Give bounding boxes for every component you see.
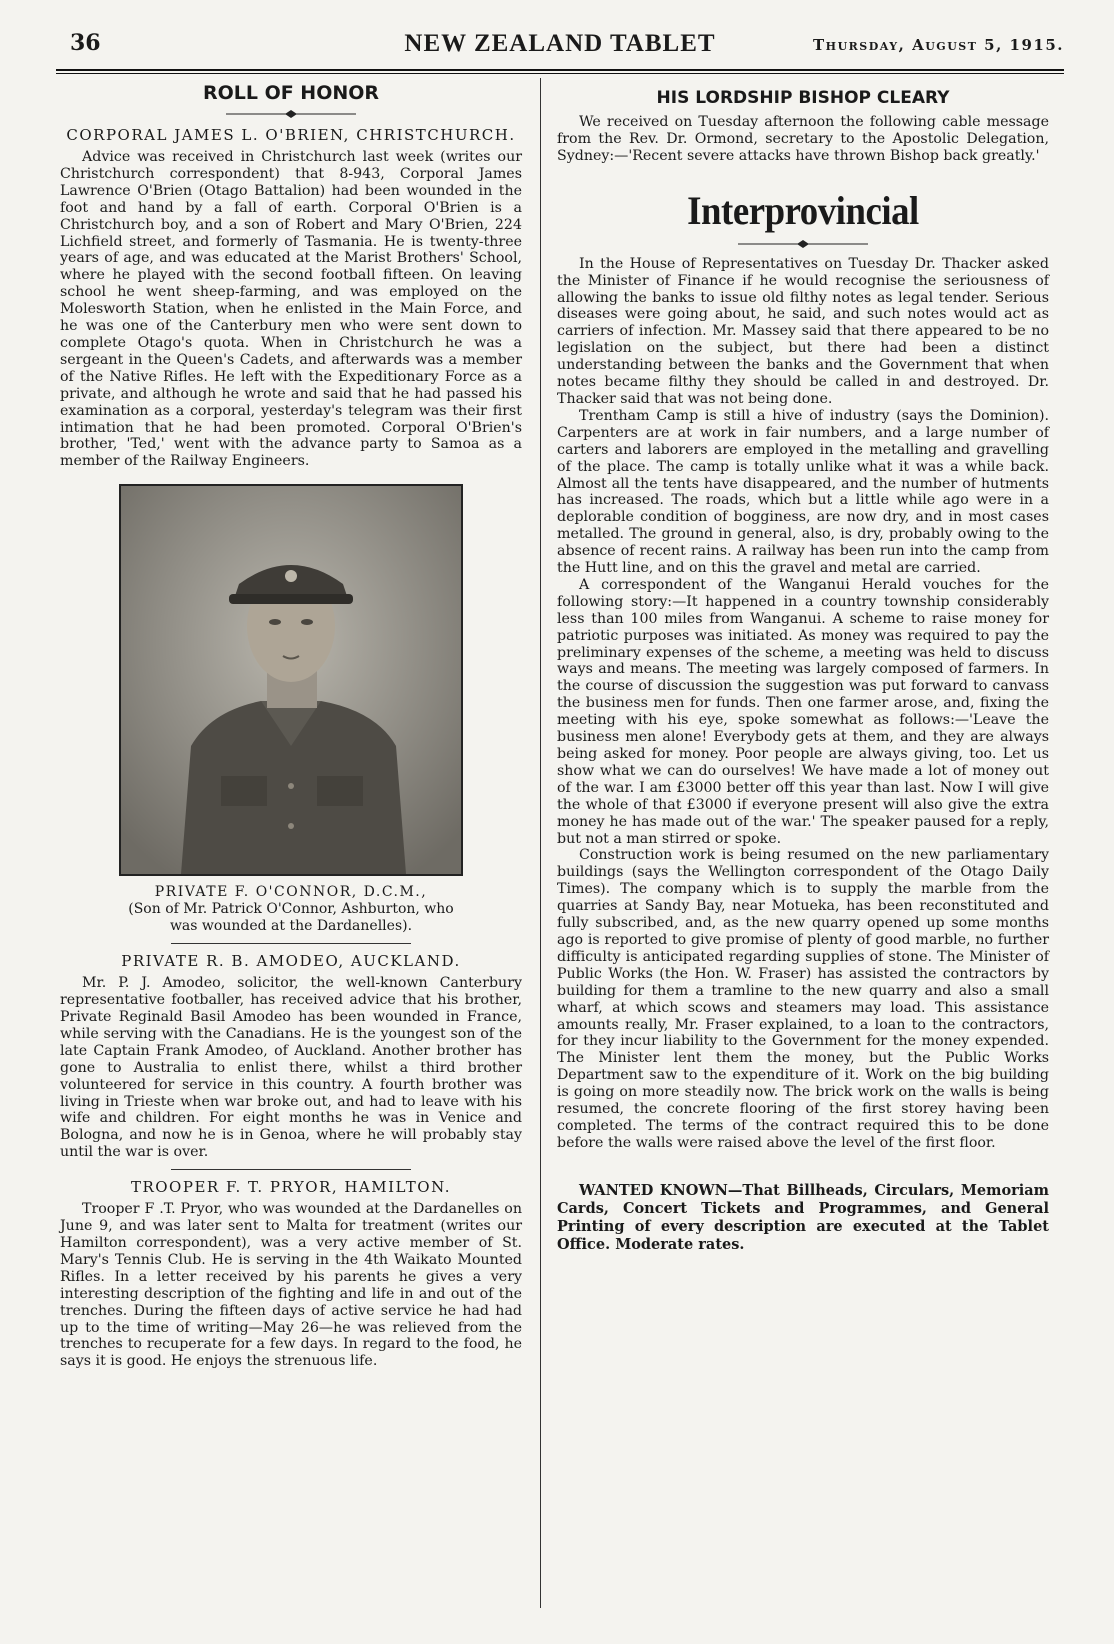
page-number: 36 xyxy=(70,30,101,56)
amodeo-article-body: Mr. P. J. Amodeo, solicitor, the well-known Canterbury representative footballer, has received advice that his brother, Private Reginald Basil Amodeo has been wounded in France, while serving with the Canadians. He is the youngest son of the late Captain Frank Amodeo, of Auckland. Another brother has gone to Australia to enlist there, whilst a third brother volunteered for service in this country. A fourth brother was living in Trieste when war broke out, and had to leave with his wife and children. For eight months he was in Venice and Bologna, and now he is in Genoa, where he will probably stay until the war is over. xyxy=(60,975,522,1161)
bishop-cleary-heading: HIS LORDSHIP BISHOP CLEARY xyxy=(656,88,950,108)
soldier-portrait-image xyxy=(119,484,463,876)
ornament-rule xyxy=(738,240,868,248)
interprovincial-title: Interprovincial xyxy=(687,187,919,233)
caption-detail: (Son of Mr. Patrick O'Connor, Ashburton, who was wounded at the Dardanelles). xyxy=(128,901,454,935)
interprovincial-paragraph: In the House of Representatives on Tuesday Dr. Thacker asked the Minister of Finance if he would recognise the seriousness of allowing the banks to issue old filthy notes as legal tender. Serious diseases were going about, he said, and such notes would act as carriers of infection. Mr. Massey said that there appeared to be no legislation on the subject, but there had been a distinct understanding between the banks and the Government that when notes became filthy they should be called in and destroyed. Dr. Thacker said that was not being done. xyxy=(557,255,1049,407)
page-header xyxy=(56,28,1064,72)
photo-caption xyxy=(119,884,463,935)
ornament-rule xyxy=(226,110,356,118)
issue-date: Thursday, August 5, 1915. xyxy=(813,36,1064,54)
amodeo-article-title: PRIVATE R. B. AMODEO, AUCKLAND. xyxy=(121,952,461,971)
section-separator xyxy=(171,1169,411,1170)
interprovincial-paragraph: A correspondent of the Wanganui Herald vouches for the following story:—It happened in a country township considerably less than 100 miles from Wanganui. A scheme to raise money for patriotic purposes was initiated. As money was required to pay the preliminary expenses of the scheme, a meeting was held to discuss ways and means. The meeting was largely composed of farmers. In the course of discussion the suggestion was put forward to canvass the business men for funds. Then one farmer arose, and, fixing the meeting with his eye, spoke somewhat as follows:—'Leave the business men alone! Everybody gets at them, and they are always being asked for money. Poor people are always giving, too. Let us show what we can do ourselves! We have made a lot of money out of the war. I am £3000 better off this year than last. Now I will give the whole of that £3000 if everyone present will also give the extra money he has made out of the war.' The speaker paused for a reply, but not a man stirred or spoke. xyxy=(557,576,1049,847)
portrait-photo xyxy=(119,484,463,935)
obrien-article-title: CORPORAL JAMES L. O'BRIEN, CHRISTCHURCH. xyxy=(66,126,516,144)
pryor-article-body: Trooper F .T. Pryor, who was wounded at the Dardanelles on June 9, and was later sent to Malta for treatment (writes our Hamilton correspondent), was a very active member of St. Mary's Tennis Club. He is serving in the 4th Waikato Mounted Rifles. In a letter received by his parents he gives a very interesting description of the fighting and life in and out of the trenches. During the fifteen days of active service he had had up to the time of writing—May 26—he was relieved from the trenches to recuperate for a few days. In regard to the food, he says it is good. He enjoys the strenuous life. xyxy=(60,1201,522,1370)
pryor-article-title: TROOPER F. T. PRYOR, HAMILTON. xyxy=(130,1178,452,1197)
header-rule-thick xyxy=(56,69,1064,71)
left-column xyxy=(60,78,522,1370)
roll-of-honor-heading: ROLL OF HONOR xyxy=(202,82,380,104)
interprovincial-paragraph: Trentham Camp is still a hive of industry (says the Dominion). Carpenters are at work in fair numbers, and a large number of carters and laborers are employed in the metalling and gravelling of the place. The camp is totally unlike what it was a while back. Almost all the tents have disappeared, and the number of hutments has increased. The roads, which but a little while ago were in a deplorable condition of bogginess, are now dry, and in most cases metalled. The ground in general, also, is dry, probably owing to the absence of recent rains. A railway has been run into the camp from the Hutt line, and on this the gravel and metal are carried. xyxy=(557,407,1049,577)
right-column xyxy=(557,78,1049,1254)
caption-name: PRIVATE F. O'CONNOR, D.C.M., xyxy=(154,884,428,901)
column-divider xyxy=(540,78,541,1608)
section-separator xyxy=(171,943,411,944)
interprovincial-paragraph: Construction work is being resumed on the new parliamentary buildings (says the Wellington correspondent of the Otago Daily Times). The company which is to supply the marble from the quarries at Sandy Bay, near Motueka, has been reconstituted and fully subscribed, and, as the new quarry opened up some months ago is reported to give promise of plenty of good marble, no further difficulty is anticipated regarding supplies of stone. The Minister of Public Works (the Hon. W. Fraser) has assisted the contractors by building for them a tramline to the new quarry and also a small wharf, at which scows and steamers may load. This assistance amounts really, Mr. Fraser explained, to a loan to the contractors, for they incur liability to the Government for the money expended. The Minister lent them the money, but the Public Works Department saw to the expenditure of it. Work on the big building is going on more steadily now. The brick work on the walls is being resumed, the concrete flooring of the first storey having been completed. The terms of the contract required this to be done before the walls were raised above the level of the first floor. xyxy=(557,847,1049,1151)
obrien-article-body: Advice was received in Christchurch last week (writes our Christchurch correspondent) that 8-943, Corporal James Lawrence O'Brien (Otago Battalion) had been wounded in the foot and hand by a fall of earth. Corporal O'Brien is a Christchurch boy, and a son of Robert and Mary O'Brien, 224 Lichfield street, and formerly of Tasmania. He is twenty-three years of age, and was educated at the Marist Brothers' School, where he played with the second football fifteen. On leaving school he went sheep-farming, and was employed on the Molesworth Station, when he enlisted in the Main Force, and he was one of the Canterbury men who were sent down to complete Otago's quota. When in Christchurch he was a sergeant in the Queen's Cadets, and afterwards was a member of the Native Rifles. He left with the Expeditionary Force as a private, and although he wrote and said that he had passed his examination as a corporal, yesterday's telegram was their first intimation that he had been promoted. Corporal O'Brien's brother, 'Ted,' went with the advance party to Samoa as a member of the Railway Engineers. xyxy=(60,149,522,470)
bishop-cleary-body: We received on Tuesday afternoon the following cable message from the Rev. Dr. Ormond, secretary to the Apostolic Delegation, Sydney:—'Recent severe attacks have thrown Bishop back greatly.' xyxy=(557,114,1049,164)
printing-advertisement: WANTED KNOWN—That Billheads, Circulars, Memoriam Cards, Concert Tickets and Programmes, and General Printing of every description are executed at the Tablet Office. Moderate rates. xyxy=(557,1181,1049,1253)
header-rule-thin xyxy=(56,73,1064,74)
newspaper-title: NEW ZEALAND TABLET xyxy=(404,30,716,57)
